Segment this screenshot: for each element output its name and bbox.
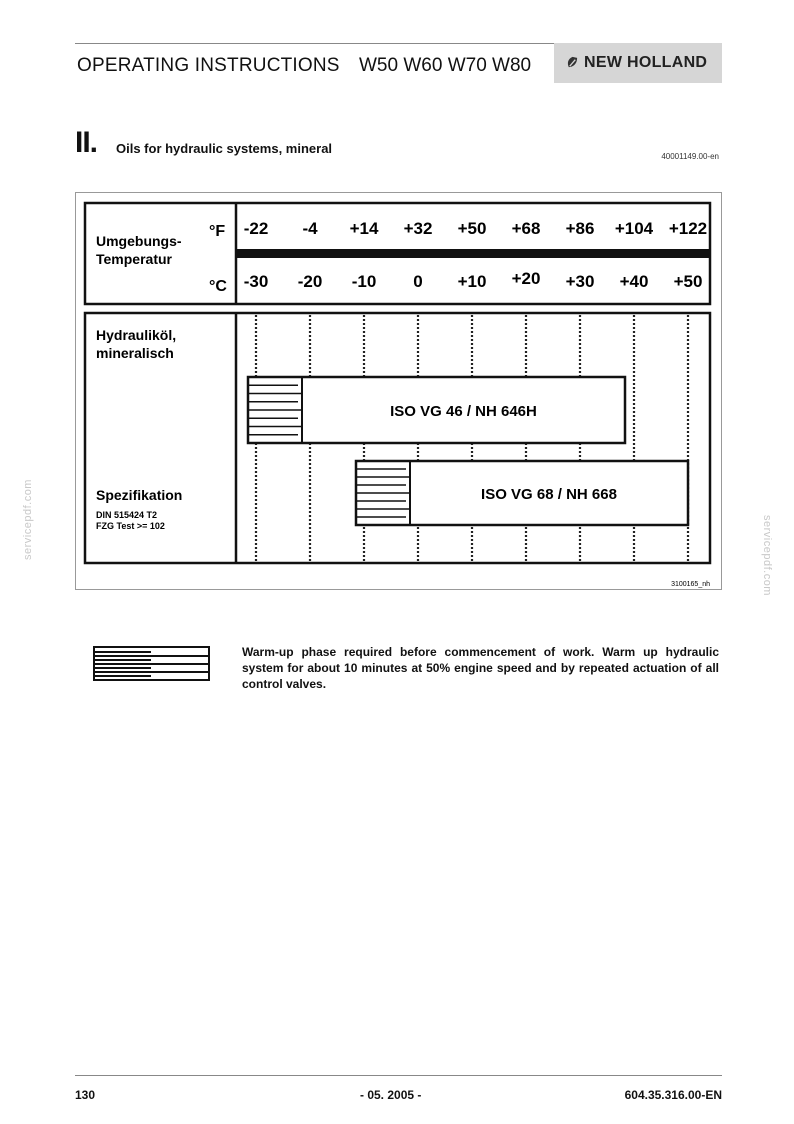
celsius-tick-0: -30	[243, 272, 269, 291]
fahrenheit-tick-0: -22	[243, 219, 269, 238]
range-label-1: ISO VG 68 / NH 668	[481, 486, 617, 503]
celsius-tick-8: +50	[673, 272, 703, 291]
fahrenheit-tick-1: -4	[302, 219, 318, 238]
fahrenheit-unit: °F	[209, 223, 226, 240]
oil-temperature-chart	[75, 192, 722, 590]
celsius-tick-7: +40	[619, 272, 649, 291]
oil-label-line1: Hydrauliköl,	[96, 327, 177, 343]
figure-reference: 3100165_nh	[671, 581, 710, 588]
fahrenheit-tick-2: +14	[349, 219, 379, 238]
range-label-0: ISO VG 46 / NH 646H	[390, 403, 537, 420]
page-header	[75, 43, 722, 85]
brand-name: NEW HOLLAND	[584, 54, 708, 71]
range-bar-1	[356, 461, 688, 525]
fahrenheit-tick-3: +32	[403, 219, 433, 238]
chart-canvas	[76, 193, 723, 591]
document-reference: 40001149.00-en	[661, 152, 719, 161]
page-number: 130	[75, 1088, 96, 1102]
celsius-tick-6: +30	[565, 272, 595, 291]
fahrenheit-tick-6: +86	[565, 219, 595, 238]
celsius-tick-5: +20	[511, 269, 541, 288]
fahrenheit-tick-5: +68	[511, 219, 541, 238]
brand-logo-text	[566, 54, 707, 72]
section-number: II.	[75, 126, 98, 159]
footer-rule	[75, 1075, 722, 1076]
spec-label: Spezifikation	[96, 487, 183, 503]
celsius-tick-labels	[244, 269, 703, 291]
celsius-unit: °C	[209, 278, 227, 295]
watermark-left: servicepdf.com	[22, 479, 34, 560]
warm-up-note: Warm-up phase required before commencement of work. Warm up hydraulic system for about 10 minutes at 50% engine speed and by repeated actuation of all control valves.	[242, 645, 719, 691]
warm-up-icon	[93, 646, 210, 681]
ambient-label-line1: Umgebungs-	[96, 233, 182, 249]
celsius-tick-4: +10	[457, 272, 487, 291]
celsius-tick-2: -10	[351, 272, 377, 291]
section-title: Oils for hydraulic systems, mineral	[116, 141, 333, 156]
ambient-label-line2: Temperatur	[96, 251, 172, 267]
temperature-scale-bar	[236, 249, 710, 258]
celsius-tick-1: -20	[297, 272, 323, 291]
header-title: OPERATING INSTRUCTIONS	[77, 55, 340, 76]
celsius-tick-3: 0	[413, 272, 423, 291]
footer-date: - 05. 2005 -	[360, 1088, 422, 1102]
fahrenheit-tick-8: +122	[668, 219, 708, 238]
document-code: 604.35.316.00-EN	[624, 1088, 722, 1102]
leaf-icon	[566, 56, 579, 69]
brand-logo	[554, 43, 722, 83]
spec-line-din: DIN 515424 T2	[96, 510, 158, 520]
header-models: W50 W60 W70 W80	[359, 55, 532, 76]
watermark-right: servicepdf.com	[761, 515, 773, 596]
fahrenheit-tick-labels	[244, 219, 707, 238]
oil-label-line2: mineralisch	[96, 345, 174, 361]
range-bar-0	[248, 377, 625, 443]
fahrenheit-tick-7: +104	[614, 219, 654, 238]
viscosity-range-bars	[248, 377, 688, 525]
fahrenheit-tick-4: +50	[457, 219, 487, 238]
spec-line-fzg: FZG Test >= 102	[96, 521, 165, 531]
